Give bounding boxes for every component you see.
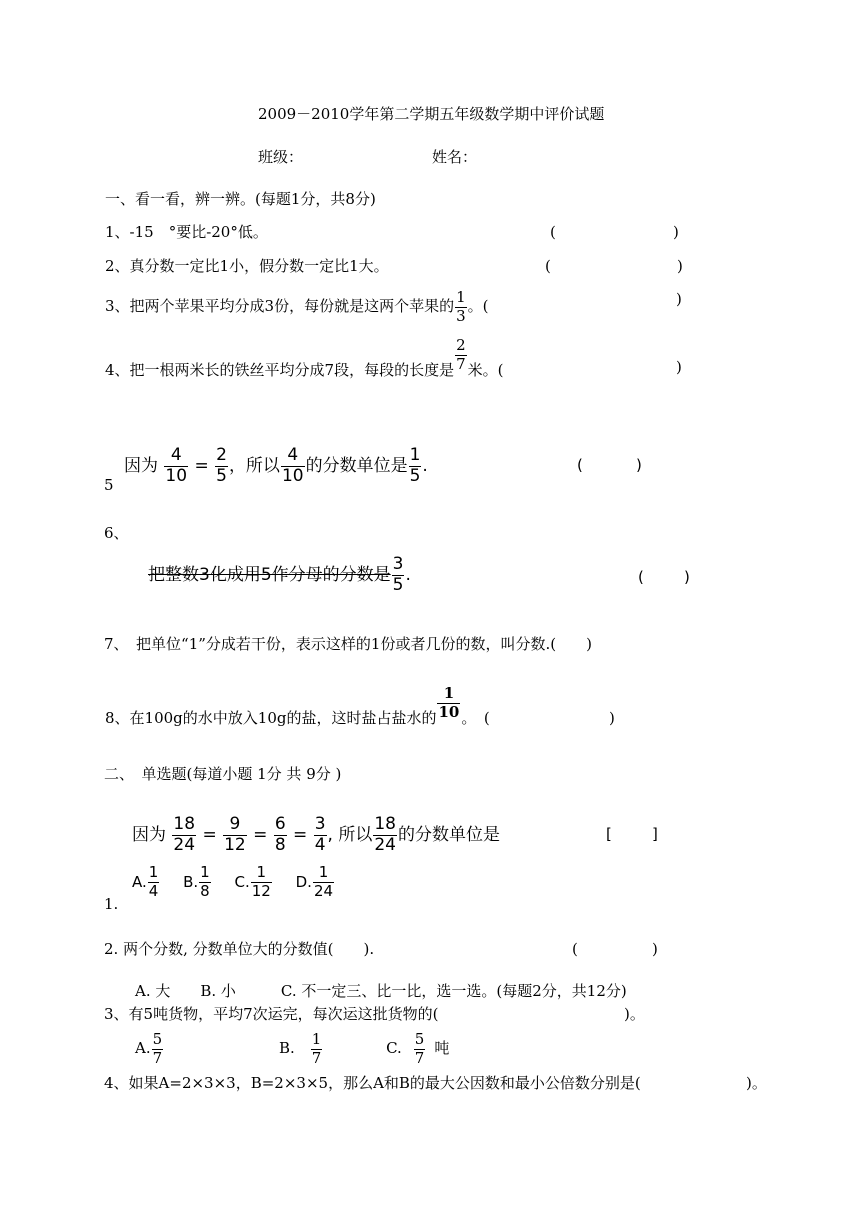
fraction-denominator: 5	[392, 574, 404, 595]
fraction-numerator: 9	[223, 816, 247, 836]
fraction-denominator: 12	[251, 882, 271, 900]
s2-q1-bracket-close: ]	[652, 825, 658, 843]
option-b-fraction	[199, 865, 211, 900]
section1-heading: 一、看一看，辨一辨。(每题1分，共8分)	[105, 190, 376, 208]
s3-q3-text: 3、有5吨货物，平均7次运完，每次运这批货物的(	[104, 1005, 439, 1023]
option-a-label: A.	[132, 873, 147, 891]
s1-q1-text: 1、-15 °要比-20°低。	[105, 223, 268, 241]
s2-q1-line	[132, 812, 500, 858]
option-b-fraction	[311, 1029, 323, 1067]
s1-q2-text: 2、真分数一定比1小，假分数一定比1大。	[105, 257, 389, 275]
fraction-numerator: 4	[164, 447, 188, 467]
s1-q5-frac3	[281, 444, 305, 486]
fraction-numerator: 1	[311, 1029, 322, 1048]
s2-q1-end: 的分数单位是	[397, 825, 500, 845]
fraction-denominator: 8	[274, 834, 286, 855]
option-c-label: C.	[386, 1039, 402, 1057]
s1-q4-line	[105, 338, 504, 395]
s2-q1-prefix: 因为	[132, 825, 166, 845]
s2-q1-options	[132, 860, 335, 904]
s1-q8-tail: 。 (	[461, 708, 490, 727]
s1-q5-prefix: 因为	[124, 456, 158, 476]
equals-sign: =	[293, 825, 308, 845]
fraction-denominator: 24	[173, 834, 196, 855]
s1-q6-paren-open: (	[638, 568, 644, 586]
fraction-numerator: 18	[374, 813, 396, 834]
option-a-label: A.	[135, 1039, 151, 1057]
s1-q8-fraction	[437, 686, 460, 721]
s2-q2-options: A. 大 B. 小 C. 不一定三、比一比，选一选。(每题2分，共12分)	[135, 982, 627, 1000]
option-c	[386, 1029, 450, 1067]
fraction-numerator: 4	[281, 447, 305, 467]
s1-q6-line	[148, 552, 411, 598]
fraction-denominator: 24	[313, 882, 334, 900]
fraction-denominator: 7	[414, 1048, 425, 1067]
equals-sign: =	[194, 456, 209, 476]
fraction-numerator: 3	[392, 553, 404, 574]
fraction-numerator: 2	[456, 336, 466, 354]
s1-q8-text: 8、在100g的水中放入10g的盐，这时盐占盐水的	[105, 708, 437, 727]
fraction-denominator: 7	[456, 354, 466, 373]
option-a	[132, 863, 160, 900]
option-c	[234, 863, 272, 900]
fraction-denominator: 5	[409, 465, 421, 486]
s1-q3-tail: 。(	[467, 297, 489, 315]
s1-q6-number: 6、	[104, 524, 129, 542]
s1-q3-fraction	[455, 287, 467, 325]
fraction-numerator: 3	[314, 813, 326, 834]
s2-q1-frac4	[314, 813, 327, 855]
fraction-numerator: 1	[313, 865, 334, 883]
option-b-label: B.	[278, 1039, 295, 1057]
option-c-label: C.	[234, 873, 250, 891]
s1-q1-paren-open: (	[550, 223, 556, 241]
option-c-unit: 吨	[434, 1039, 450, 1057]
fraction-denominator: 4	[148, 882, 159, 900]
s2-q1-mid: , 所以	[327, 825, 373, 845]
s1-q6-end: .	[405, 565, 411, 585]
s1-q6-fraction	[392, 553, 405, 595]
s2-q1-frac3	[274, 813, 287, 855]
fraction-numerator: 5	[152, 1029, 163, 1048]
fraction-denominator: 8	[200, 882, 210, 900]
option-a-fraction	[148, 865, 160, 900]
s2-q2-paren-open: (	[572, 940, 578, 958]
section2-heading: 二、 单选题(每道小题 1分 共 9分 )	[104, 765, 342, 783]
fraction-denominator: 10	[165, 465, 188, 486]
fraction-numerator: 1	[200, 863, 210, 882]
s2-q1-number: 1.	[104, 895, 119, 913]
s1-q8-paren-close: )	[609, 709, 615, 727]
s1-q7-text: 7、 把单位“1”分成若干份，表示这样的1份或者几份的数，叫分数.( )	[104, 635, 592, 653]
option-c-fraction	[251, 865, 272, 900]
s2-q1-frac2	[223, 813, 247, 855]
fraction-denominator: 4	[314, 834, 326, 855]
s1-q6-paren-close: )	[684, 568, 690, 586]
option-b	[183, 863, 212, 900]
fraction-numerator: 1	[148, 863, 159, 882]
fraction-denominator: 12	[224, 834, 246, 855]
s1-q5-frac1	[164, 444, 188, 486]
s1-q3-line	[105, 283, 489, 329]
fraction-denominator: 10	[438, 702, 460, 721]
option-d	[295, 863, 335, 900]
s1-q4-paren-close: )	[676, 358, 682, 376]
option-d-label: D.	[295, 873, 312, 891]
s3-q4-text: 4、如果A=2×3×3，B=2×3×5，那么A和B的最大公因数和最小公倍数分别是(	[104, 1074, 641, 1092]
s1-q5-frac4	[409, 444, 422, 486]
fraction-numerator: 1	[437, 686, 460, 704]
fraction-denominator: 10	[281, 465, 304, 486]
fraction-numerator: 1	[409, 444, 421, 465]
fraction-denominator: 7	[152, 1048, 163, 1067]
s1-q8-line	[105, 686, 490, 743]
s1-q6-text: 把整数3化成用5作分母的分数是	[148, 565, 391, 585]
s1-q3-text: 3、把两个苹果平均分成3份，每份就是这两个苹果的	[105, 297, 455, 315]
s3-q3-paren-close: )。	[624, 1005, 645, 1023]
fraction-numerator: 2	[216, 444, 227, 465]
s1-q2-paren-close: )	[677, 257, 683, 275]
equals-sign: =	[253, 825, 268, 845]
s2-q2-paren-close: )	[652, 940, 658, 958]
option-b	[278, 1029, 323, 1067]
fraction-numerator: 1	[251, 865, 272, 883]
s1-q5-line	[124, 443, 428, 489]
fraction-numerator: 1	[456, 287, 466, 306]
fraction-numerator: 6	[274, 813, 286, 834]
option-a	[135, 1029, 164, 1067]
s1-q4-fraction	[455, 338, 467, 373]
s2-q1-frac5	[373, 813, 397, 855]
option-a-fraction	[152, 1029, 164, 1067]
s1-q4-tail: 米。(	[467, 360, 504, 379]
fraction-denominator: 3	[456, 306, 466, 325]
s1-q5-paren-open: (	[577, 456, 583, 474]
s1-q1-paren-close: )	[673, 223, 679, 241]
option-b-label: B.	[183, 873, 199, 891]
class-label: 班级：	[258, 148, 304, 166]
fraction-numerator: 5	[414, 1029, 425, 1048]
s1-q2-paren-open: (	[545, 257, 551, 275]
equals-sign: =	[202, 825, 217, 845]
exam-title: 2009－2010学年第二学期五年级数学期中评价试题	[258, 105, 605, 123]
fraction-denominator: 5	[216, 465, 227, 486]
s2-q1-bracket-open: [	[606, 825, 612, 843]
s1-q5-frac2	[215, 444, 228, 486]
s1-q5-end: .	[422, 456, 428, 476]
s1-q3-paren-close: )	[676, 290, 682, 308]
fraction-denominator: 24	[374, 834, 396, 855]
s1-q5-number: 5	[104, 476, 114, 494]
fraction-numerator: 18	[173, 813, 196, 834]
name-label: 姓名：	[432, 148, 478, 166]
s2-q2-text: 2. 两个分数, 分数单位大的分数值( ).	[104, 940, 375, 958]
option-c-fraction	[414, 1029, 426, 1067]
s1-q4-text: 4、把一根两米长的铁丝平均分成7段，每段的长度是	[105, 360, 455, 379]
option-d-fraction	[313, 865, 334, 900]
s3-q3-options	[135, 1026, 449, 1070]
s1-q5-mid2: 的分数单位是	[305, 456, 408, 476]
s2-q1-frac1	[172, 813, 196, 855]
s3-q4-paren-close: )。	[746, 1074, 767, 1092]
s1-q5-paren-close: )	[636, 456, 642, 474]
fraction-denominator: 7	[311, 1048, 322, 1067]
s1-q5-mid: ，所以	[228, 456, 280, 476]
